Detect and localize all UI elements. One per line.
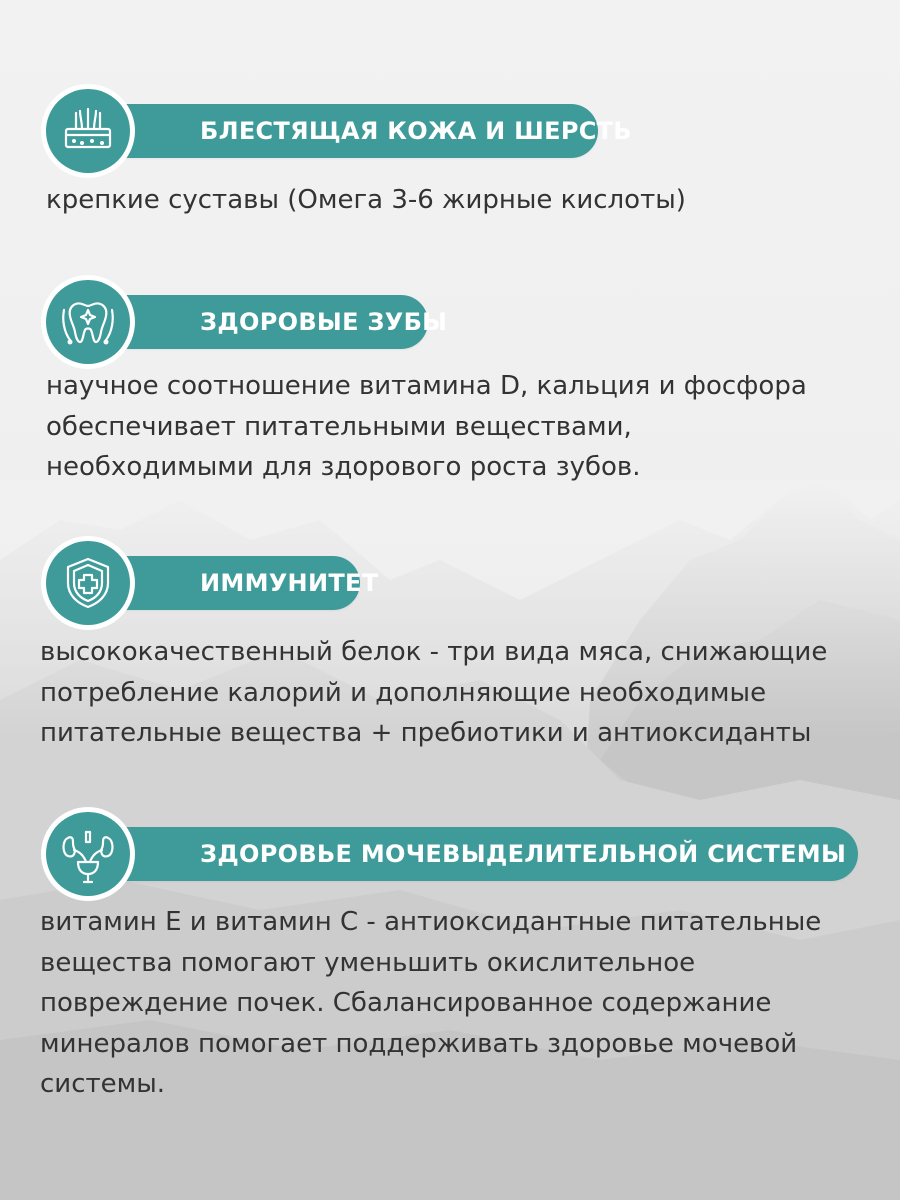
- title-pill: [88, 104, 632, 158]
- section-description: витамин Е и витамин С - антиоксидантные питательные вещества помогают уменьшить окислительное повреждение почек. Сбалансированное содержание минералов помогает поддерживать здоровье мочевой системы.: [40, 907, 822, 1099]
- urinary-system-icon: [46, 812, 130, 896]
- section-title: БЛЕСТЯЩАЯ КОЖА И ШЕРСТЬ: [200, 117, 632, 145]
- section-description: крепкие суставы (Омега 3-6 жирные кислоты): [46, 185, 686, 215]
- section-header: [46, 89, 632, 173]
- title-pill: [88, 295, 448, 349]
- section-header: [46, 280, 448, 364]
- healthy-tooth-icon: [46, 280, 130, 364]
- shield-plus-icon: [46, 541, 130, 625]
- section-description: высококачественный белок - три вида мяса, снижающие потребление калорий и дополняющие необходимые питательные вещества + пребиотики и антиоксиданты: [40, 637, 828, 748]
- skin-hair-icon: [46, 89, 130, 173]
- section-title: ЗДОРОВЬЕ МОЧЕВЫДЕЛИТЕЛЬНОЙ СИСТЕМЫ: [200, 840, 847, 868]
- section-header: [46, 812, 858, 896]
- section-header: [46, 541, 379, 625]
- section-description: научное соотношение витамина D, кальция и фосфора обеспечивает питательными веществами, необходимыми для здорового роста зубов.: [46, 371, 807, 482]
- section-title: ИММУНИТЕТ: [200, 569, 379, 597]
- section-title: ЗДОРОВЫЕ ЗУБЫ: [200, 308, 448, 336]
- title-pill: [88, 827, 858, 881]
